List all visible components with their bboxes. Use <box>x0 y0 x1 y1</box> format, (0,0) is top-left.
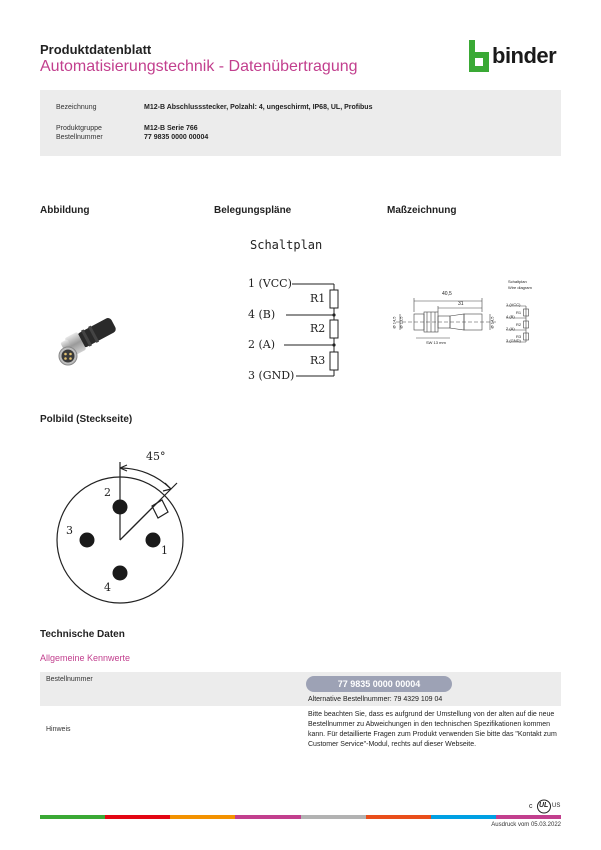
schaltplan-title: Schaltplan <box>250 238 323 252</box>
print-date: Ausdruck vom 05.03.2022 <box>491 822 561 828</box>
resistor-label-r3: R3 <box>310 354 326 367</box>
info-label: Bestellnummer <box>56 134 103 141</box>
doc-type: Produktdatenblatt <box>40 42 152 57</box>
cert-us: US <box>552 803 561 809</box>
info-row-produktgruppe <box>56 125 198 132</box>
footer-color-bar <box>40 815 561 819</box>
product-image <box>52 310 122 370</box>
logo-text: binder <box>492 43 557 68</box>
tech-heading: Technische Daten <box>40 629 125 640</box>
table-row <box>40 672 561 706</box>
binder-logo-icon <box>469 40 489 72</box>
info-value: M12-B Abschlussstecker, Polzahl: 4, ungeschirmt, IP68, UL, Profibus <box>144 104 373 111</box>
hint-label: Hinweis <box>46 726 71 733</box>
dimension-drawing <box>386 276 554 352</box>
mini-r3: R3 <box>516 334 522 339</box>
dim-wrench: SW 13 mm <box>426 340 446 345</box>
table-row <box>40 706 561 760</box>
pin-label-a: 2 (A) <box>248 338 276 351</box>
cert-ul: UL <box>539 802 549 809</box>
dim-total: 40,5 <box>442 291 452 297</box>
info-label: Bezeichnung <box>56 104 97 111</box>
footer-color-segment <box>366 815 431 819</box>
polbild-pin-4: 4 <box>104 581 111 594</box>
doc-title: Automatisierungstechnik - Datenübertragung <box>40 58 358 75</box>
dim-dia-inner: Ø 13,5 <box>398 316 404 329</box>
footer-color-segment <box>496 815 561 819</box>
pin-label-b: 4 (B) <box>248 308 276 321</box>
info-row-bezeichnung <box>56 104 372 111</box>
polbild-pin-2: 2 <box>104 486 111 499</box>
info-value: M12-B Serie 766 <box>144 125 198 132</box>
footer-color-segment <box>105 815 170 819</box>
section-belegung: Belegungspläne <box>214 205 292 216</box>
footer-color-segment <box>40 815 105 819</box>
info-row-bestellnummer <box>56 134 208 141</box>
ul-cert-mark <box>526 799 562 814</box>
binder-logo <box>469 40 565 72</box>
dim-dia-right: Ø 14,5 <box>489 316 495 329</box>
hint-text: Bitte beachten Sie, dass es aufgrund der Umstellung von der alten auf die neue Bestellnummer zu Abweichungen in den technischen Spezifikationen kommen kann. Für detaillierte Fragen zum Produkt verwenden Sie bitte das "Kontakt zum Customer Service"-Modul, rechts auf dieser Webseite. <box>308 711 557 748</box>
wiring-diagram <box>240 234 350 394</box>
polbild-angle: 45° <box>146 450 166 463</box>
polbild-pin-1: 1 <box>161 544 168 557</box>
footer-color-segment <box>235 815 300 819</box>
cert-c: c <box>529 803 533 810</box>
pin-label-gnd: 3 (GND) <box>248 369 295 382</box>
dim-body: 31 <box>458 301 464 307</box>
pin-layout-drawing <box>40 440 190 610</box>
mini-pin-4: 4 (B) <box>506 314 515 319</box>
polbild-pin-3: 3 <box>66 524 73 537</box>
resistor-label-r2: R2 <box>310 322 326 335</box>
info-box <box>40 90 561 156</box>
mini-pin-3: 3 (GND) <box>506 338 521 343</box>
section-polbild: Polbild (Steckseite) <box>40 414 133 425</box>
section-mass: Maßzeichnung <box>387 205 457 216</box>
resistor-label-r1: R1 <box>310 292 326 305</box>
mini-pin-2: 2 (A) <box>506 326 515 331</box>
mini-title: Schaltplan <box>508 279 527 284</box>
mini-subtitle: Wire diagram <box>508 285 532 290</box>
section-abbildung: Abbildung <box>40 205 90 216</box>
order-number-badge: 77 9835 0000 00004 <box>306 676 452 692</box>
pin-label-vcc: 1 (VCC) <box>248 277 292 290</box>
tech-subheading: Allgemeine Kennwerte <box>40 653 131 663</box>
info-label: Produktgruppe <box>56 125 102 132</box>
info-value: 77 9835 0000 00004 <box>144 134 209 141</box>
footer-color-segment <box>431 815 496 819</box>
dim-dia-left: Ø 14,5 <box>391 316 397 329</box>
mini-r2: R2 <box>516 322 522 327</box>
footer-color-segment <box>170 815 235 819</box>
order-label: Bestellnummer <box>46 676 93 683</box>
alt-order-number: Alternative Bestellnummer: 79 4329 109 04 <box>308 696 443 703</box>
mini-pin-1: 1 (VCC) <box>506 302 521 307</box>
footer-color-segment <box>301 815 366 819</box>
mini-r1: R1 <box>516 310 522 315</box>
